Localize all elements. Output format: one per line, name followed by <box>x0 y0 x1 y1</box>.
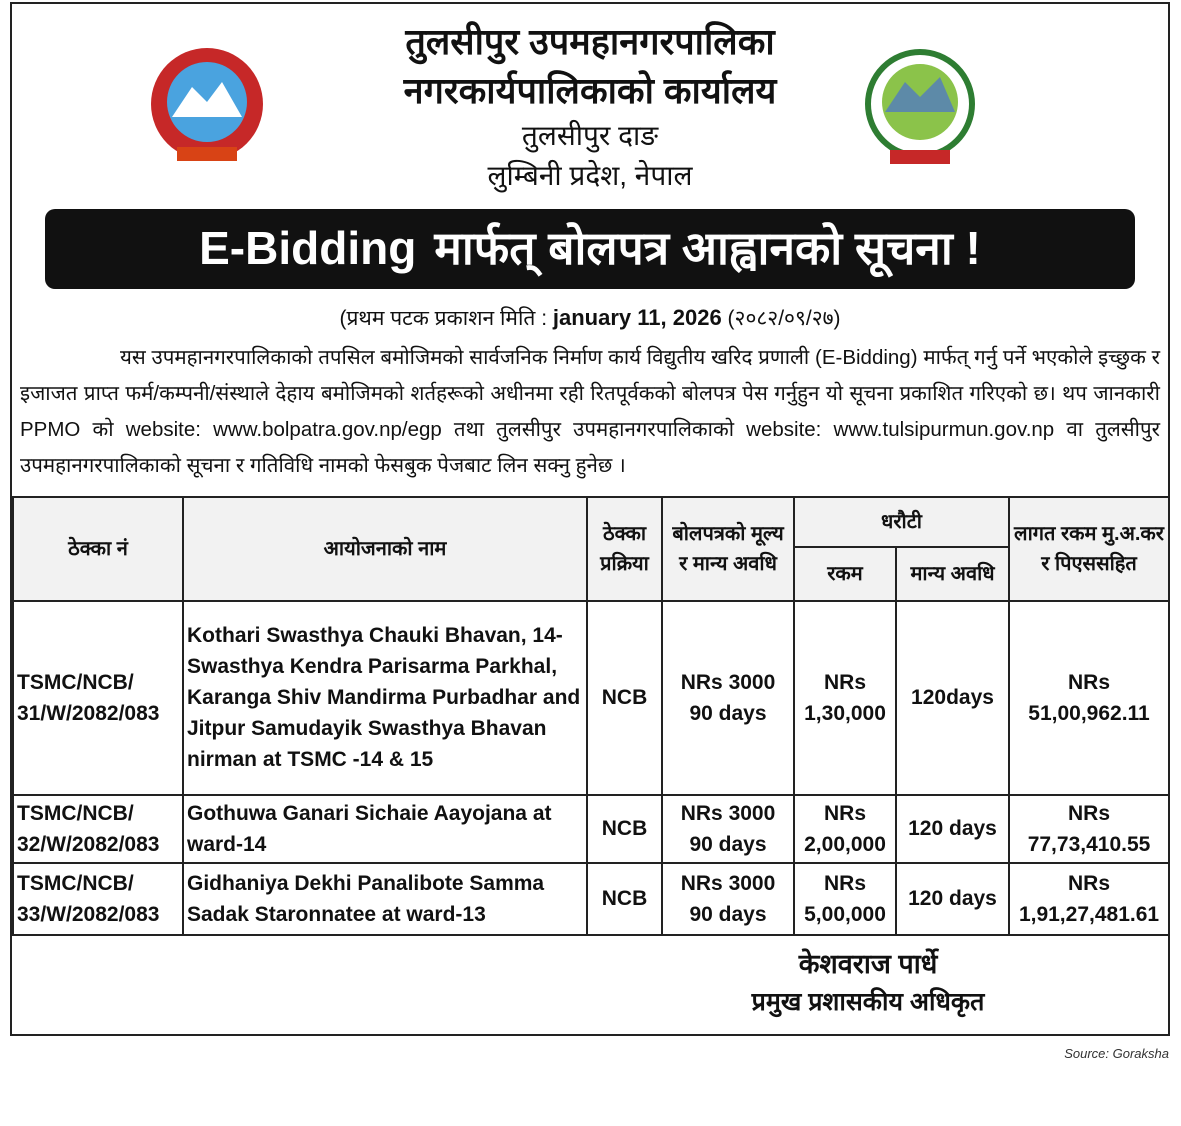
deposit-currency: NRs <box>823 871 866 895</box>
cost-value: 77,73,410.55 <box>1027 832 1151 856</box>
office-name: नगरकार्यपालिकाको कार्यालय <box>403 69 777 111</box>
publication-date-en: january 11, 2026 <box>552 304 722 330</box>
deposit-validity: 120 days <box>896 795 1009 863</box>
cost <box>1009 795 1169 863</box>
nepal-emblem-logo <box>137 42 277 172</box>
deposit-value: 1,30,000 <box>804 701 886 725</box>
deposit-amount <box>794 601 896 795</box>
cost-currency: NRs <box>1068 670 1111 694</box>
deposit-validity: 120days <box>896 601 1009 795</box>
project-name: Gidhaniya Dekhi Panalibote Samma Sadak Staronnatee at ward-13 <box>183 863 587 935</box>
project-name: Kothari Swasthya Chauki Bhavan, 14- Swasthya Kendra Parisarma Parkhal, Karanga Shiv Mandirma Purbadhar and Jitpur Samudayik Swasthya Bhavan nirman at TSMC -14 & 15 <box>183 601 587 795</box>
deposit-currency: NRs <box>823 801 866 825</box>
district: तुलसीपुर दाङ <box>521 120 659 152</box>
process: NCB <box>587 601 662 795</box>
header-cost: लागत रकम मु.अ.कर र पिएससहित <box>1009 497 1169 601</box>
notice-frame <box>10 2 1170 1036</box>
source-credit: Source: Goraksha <box>1064 1045 1169 1061</box>
process: NCB <box>587 795 662 863</box>
process: NCB <box>587 863 662 935</box>
cost-currency: NRs <box>1068 801 1111 825</box>
bid-fee-amount: NRs 3000 <box>680 801 776 825</box>
notice-title-banner <box>45 209 1135 289</box>
signatory-name: केशवराज पार्धे <box>798 948 938 979</box>
notice-paragraph <box>20 340 1160 484</box>
bid-validity: 90 days <box>689 902 767 926</box>
header-deposit-amount: रकम <box>794 547 896 601</box>
bid-fee-amount: NRs 3000 <box>680 670 776 694</box>
header-bid-fee: बोलपत्रको मूल्य र मान्य अवधि <box>662 497 794 601</box>
publication-date <box>12 303 1168 334</box>
signature-block <box>688 944 1048 1022</box>
tulsipur-municipality-logo <box>860 42 980 172</box>
municipality-name: तुलसीपुर उपमहानगरपालिका <box>405 21 775 62</box>
cost <box>1009 601 1169 795</box>
paragraph-text: यस उपमहानगरपालिकाको तपसिल बमोजिमको सार्वजनिक निर्माण कार्य विद्युतीय खरिद प्रणाली (E-Bidding) मार्फत् गर्नु पर्ने भएकोले इच्छुक र इजाजत प्राप्त फर्म/कम्पनी/संस्थाले देहाय बमोजिमको शर्तहरूको अधीनमा रही रितपूर्वकको बोलपत्र पेस गर्नुहुन यो सूचना प्रकाशित गरिएको छ। थप जानकारी PPMO को website: www.bolpatra.gov.np/egp तथा तुलसीपुर उपमहानगरपालिकाको website: www.tulsipurmun.gov.np वा तुलसीपुर उपमहानगरपालिकाको सूचना र गतिविधि नामको फेसबुक पेजबाट लिन सक्नु हुनेछ । <box>20 345 1160 477</box>
table-row <box>13 795 1169 863</box>
bid-table <box>12 496 1170 936</box>
signatory-title: प्रमुख प्रशासकीय अधिकृत <box>751 988 985 1017</box>
deposit-amount <box>794 863 896 935</box>
contract-no: TSMC/NCB/ 31/W/2082/083 <box>13 601 183 795</box>
cost <box>1009 863 1169 935</box>
bid-validity: 90 days <box>689 701 767 725</box>
province: लुम्बिनी प्रदेश, नेपाल <box>487 159 693 191</box>
deposit-validity: 120 days <box>896 863 1009 935</box>
header-deposit-validity: मान्य अवधि <box>896 547 1009 601</box>
bid-fee <box>662 863 794 935</box>
publication-label: (प्रथम पटक प्रकाशन मिति : <box>339 306 548 330</box>
cost-currency: NRs <box>1068 871 1111 895</box>
project-name: Gothuwa Ganari Sichaie Aayojana at ward-14 <box>183 795 587 863</box>
bid-fee <box>662 795 794 863</box>
table-row <box>13 601 1169 795</box>
bid-validity: 90 days <box>689 832 767 856</box>
bid-fee-amount: NRs 3000 <box>680 871 776 895</box>
header-process: ठेक्का प्रक्रिया <box>587 497 662 601</box>
header-contract-no: ठेक्का नं <box>13 497 183 601</box>
cost-value: 51,00,962.11 <box>1028 701 1150 725</box>
banner-devanagari: मार्फत् बोलपत्र आह्वानको सूचना ! <box>434 222 981 275</box>
header-deposit: धरौटी <box>794 497 1009 547</box>
notice-header <box>270 4 910 195</box>
contract-no: TSMC/NCB/ 32/W/2082/083 <box>13 795 183 863</box>
cost-value: 1,91,27,481.61 <box>1018 902 1160 926</box>
deposit-amount <box>794 795 896 863</box>
banner-latin: E-Bidding <box>199 222 417 275</box>
publication-date-np: (२०८२/०९/२७) <box>727 306 841 330</box>
header-project-name: आयोजनाको नाम <box>183 497 587 601</box>
bid-fee <box>662 601 794 795</box>
deposit-value: 2,00,000 <box>804 832 886 856</box>
deposit-value: 5,00,000 <box>804 902 886 926</box>
deposit-currency: NRs <box>823 670 866 694</box>
contract-no: TSMC/NCB/ 33/W/2082/083 <box>13 863 183 935</box>
table-row <box>13 863 1169 935</box>
